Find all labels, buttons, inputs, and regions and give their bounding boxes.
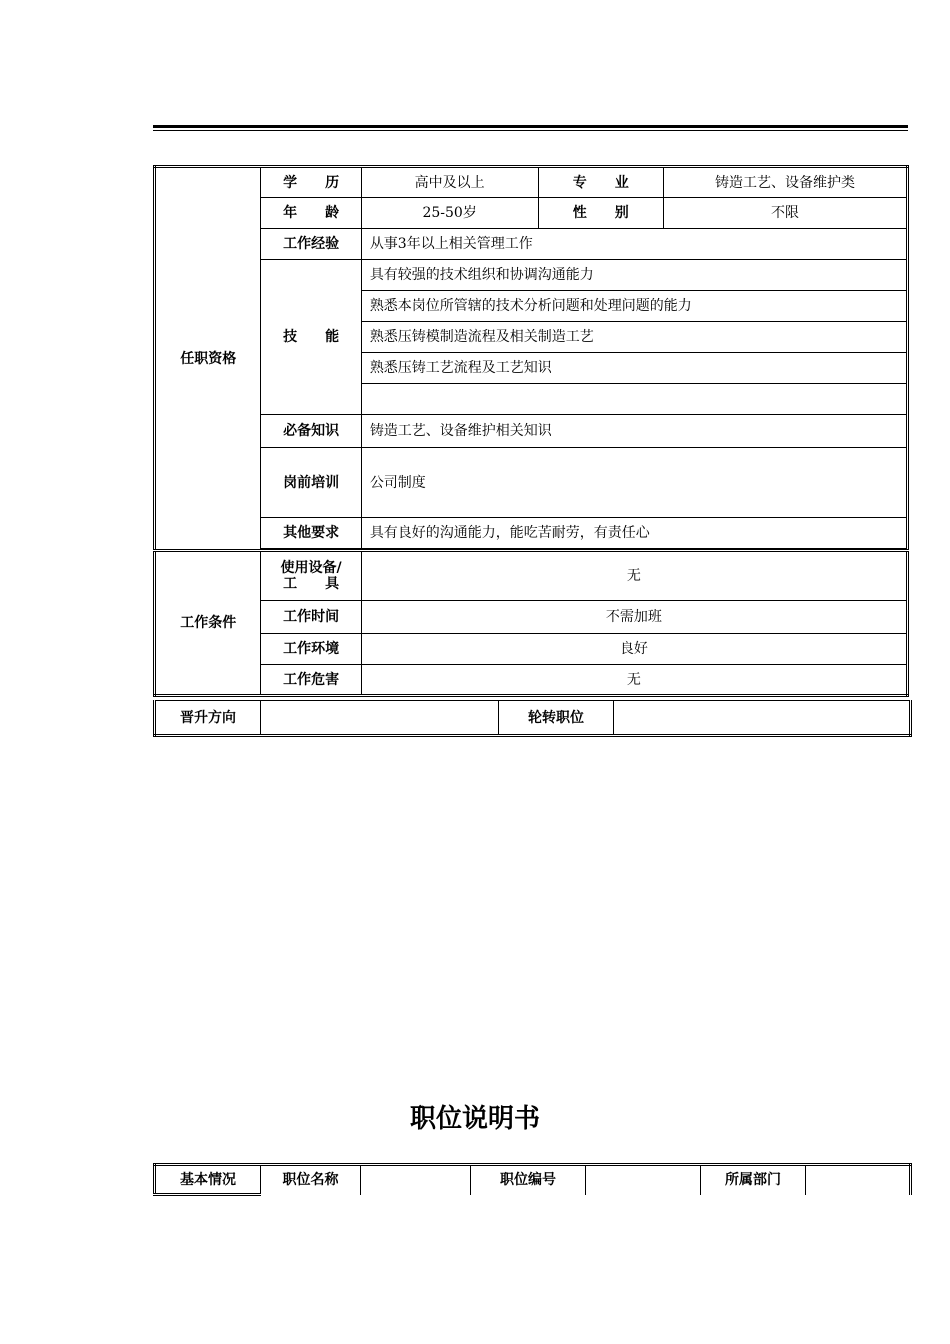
gender-label: 性 别 [538, 198, 663, 229]
experience-label: 工作经验 [261, 229, 361, 260]
major-value: 铸造工艺、设备维护类 [664, 167, 908, 198]
header-rule [153, 125, 908, 128]
department-value [806, 1165, 911, 1195]
equipment-label-line1: 使用设备/ [280, 560, 342, 576]
gender-value: 不限 [664, 198, 908, 229]
education-value: 高中及以上 [361, 167, 538, 198]
skill-item: 熟悉本岗位所管辖的技术分析问题和处理问题的能力 [361, 291, 907, 322]
work-hazard-label: 工作危害 [261, 665, 361, 696]
position-name-value [361, 1165, 471, 1195]
skill-item [361, 384, 907, 415]
major-label: 专 业 [538, 167, 663, 198]
work-hazard-value: 无 [361, 665, 907, 696]
knowledge-value: 铸造工艺、设备维护相关知识 [361, 415, 907, 448]
qualifications-section-label: 任职资格 [155, 167, 261, 551]
qualifications-table [153, 165, 909, 697]
work-environment-label: 工作环境 [261, 634, 361, 665]
other-requirements-value: 具有良好的沟通能力，能吃苦耐劳，有责任心 [361, 518, 907, 549]
skill-item: 熟悉压铸模制造流程及相关制造工艺 [361, 322, 907, 353]
rotation-value [614, 701, 911, 736]
work-environment-value: 良好 [361, 634, 907, 665]
promotion-label: 晋升方向 [155, 701, 261, 736]
age-value: 25-50岁 [361, 198, 538, 229]
education-label: 学 历 [261, 167, 361, 198]
basic-info-section-label: 基本情况 [155, 1165, 261, 1195]
equipment-label-line2: 工 具 [283, 576, 340, 592]
other-requirements-label: 其他要求 [261, 518, 361, 549]
conditions-section-label: 工作条件 [155, 551, 261, 696]
training-label: 岗前培训 [261, 448, 361, 518]
position-code-label: 职位编号 [471, 1165, 586, 1195]
promotion-value [261, 701, 499, 736]
position-code-value [586, 1165, 701, 1195]
rotation-label: 轮转职位 [499, 701, 614, 736]
experience-value: 从事3年以上相关管理工作 [361, 229, 907, 260]
equipment-value: 无 [361, 551, 907, 601]
position-name-label: 职位名称 [261, 1165, 361, 1195]
skills-label: 技 能 [261, 260, 361, 415]
basic-info-table [153, 1163, 912, 1196]
age-label: 年 龄 [261, 198, 361, 229]
work-time-value: 不需加班 [361, 601, 907, 634]
training-value: 公司制度 [361, 448, 907, 518]
skill-item: 具有较强的技术组织和协调沟通能力 [361, 260, 907, 291]
skill-item: 熟悉压铸工艺流程及工艺知识 [361, 353, 907, 384]
equipment-label [261, 551, 361, 601]
career-table [153, 700, 912, 737]
department-label: 所属部门 [701, 1165, 806, 1195]
knowledge-label: 必备知识 [261, 415, 361, 448]
document-title: 职位说明书 [409, 1104, 540, 1134]
header-rule-thin [153, 130, 908, 131]
work-time-label: 工作时间 [261, 601, 361, 634]
